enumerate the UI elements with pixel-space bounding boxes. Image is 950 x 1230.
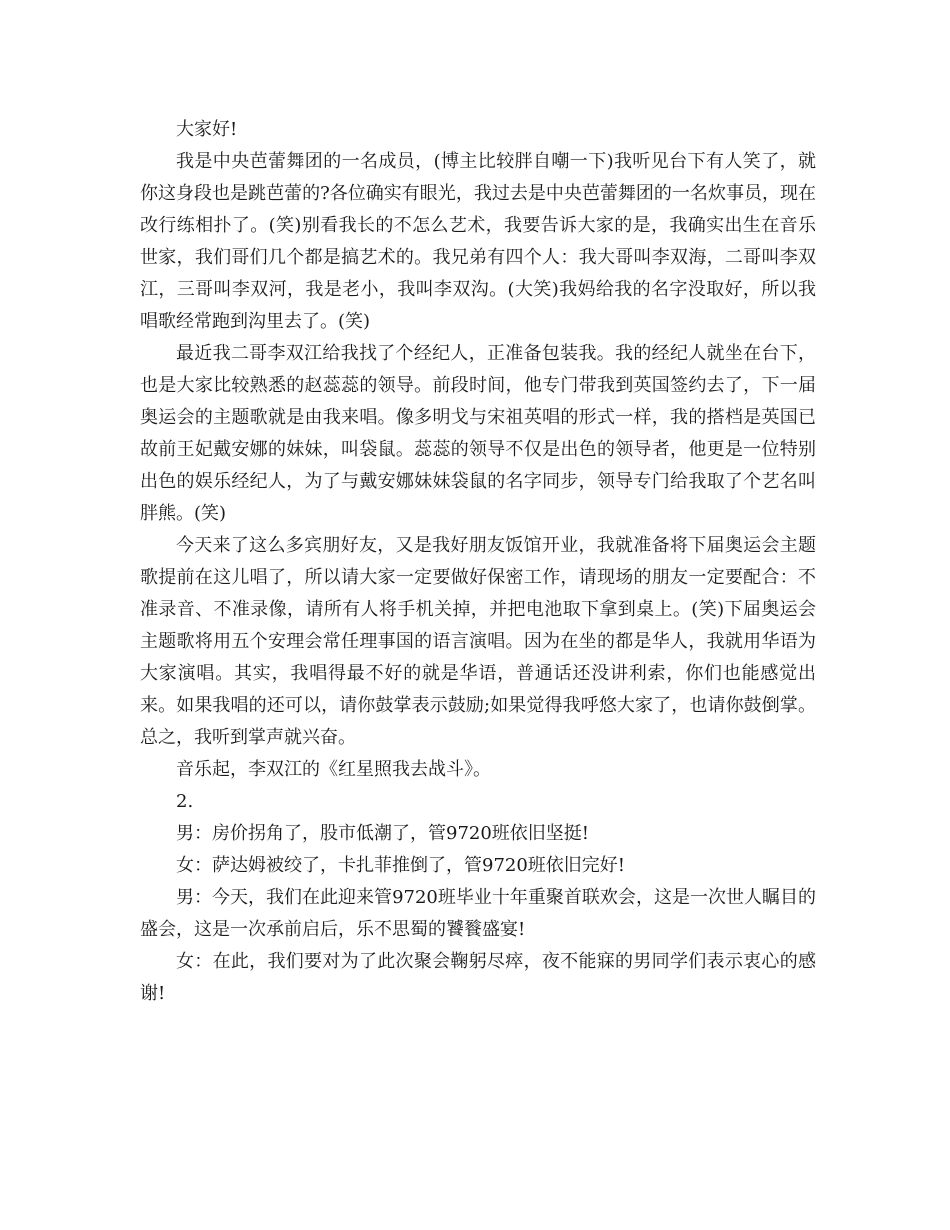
dialogue-line-male-2: 男：今天，我们在此迎来管9720班毕业十年重聚首联欢会，这是一次世人瞩目的盛会，这是一次承前启后，乐不思蜀的饕餮盛宴! (140, 887, 816, 940)
dialogue-line-female-1: 女：萨达姆被绞了，卡扎菲推倒了，管9720班依旧完好! (176, 855, 626, 876)
dialogue-line-female-2: 女：在此，我们要对为了此次聚会鞠躬尽瘁，夜不能寐的男同学们表示衷心的感谢! (140, 951, 816, 1004)
paragraph-theme-song: 今天来了这么多宾朋好友，又是我好朋友饭馆开业，我就准备将下届奥运会主题歌提前在这儿唱了，所以请大家一定要做好保密工作，请现场的朋友一定要配合：不准录音、不准录像，请所有人将手机关掉，并把电池取下拿到桌上。(笑)下届奥运会主题歌将用五个安理会常任理事国的语言演唱。因为在坐的都是华人，我就用华语为大家演唱。其实，我唱得最不好的就是华语，普通话还没讲利索，你们也能感觉出来。如果我唱的还可以，请你鼓掌表示鼓励;如果觉得我呼悠大家了，也请你鼓倒掌。总之，我听到掌声就兴奋。 (140, 535, 816, 748)
document-body (140, 114, 816, 1010)
paragraph-greeting: 大家好! (176, 119, 238, 140)
paragraph-music-cue: 音乐起，李双江的《红星照我去战斗》。 (176, 759, 491, 780)
paragraph-intro: 我是中央芭蕾舞团的一名成员，(博主比较胖自嘲一下)我听见台下有人笑了，就你这身段也是跳芭蕾的?各位确实有眼光，我过去是中央芭蕾舞团的一名炊事员，现在改行练相扑了。(笑)别看我长的不怎么艺术，我要告诉大家的是，我确实出生在音乐世家，我们哥们几个都是搞艺术的。我兄弟有四个人：我大哥叫李双海，二哥叫李双江，三哥叫李双河，我是老小，我叫李双沟。(大笑)我妈给我的名字没取好，所以我唱歌经常跑到沟里去了。(笑) (140, 151, 816, 332)
paragraph-agent: 最近我二哥李双江给我找了个经纪人，正准备包装我。我的经纪人就坐在台下，也是大家比较熟悉的赵蕊蕊的领导。前段时间，他专门带我到英国签约去了，下一届奥运会的主题歌就是由我来唱。像多明戈与宋祖英唱的形式一样，我的搭档是英国已故前王妃戴安娜的妹妹，叫袋鼠。蕊蕊的领导不仅是出色的领导者，他更是一位特别出色的娱乐经纪人，为了与戴安娜妹妹袋鼠的名字同步，领导专门给我取了个艺名叫胖熊。(笑) (140, 343, 816, 524)
dialogue-line-male-1: 男：房价拐角了，股市低潮了，管9720班依旧坚挺! (176, 823, 590, 844)
section-number: 2. (176, 791, 194, 812)
